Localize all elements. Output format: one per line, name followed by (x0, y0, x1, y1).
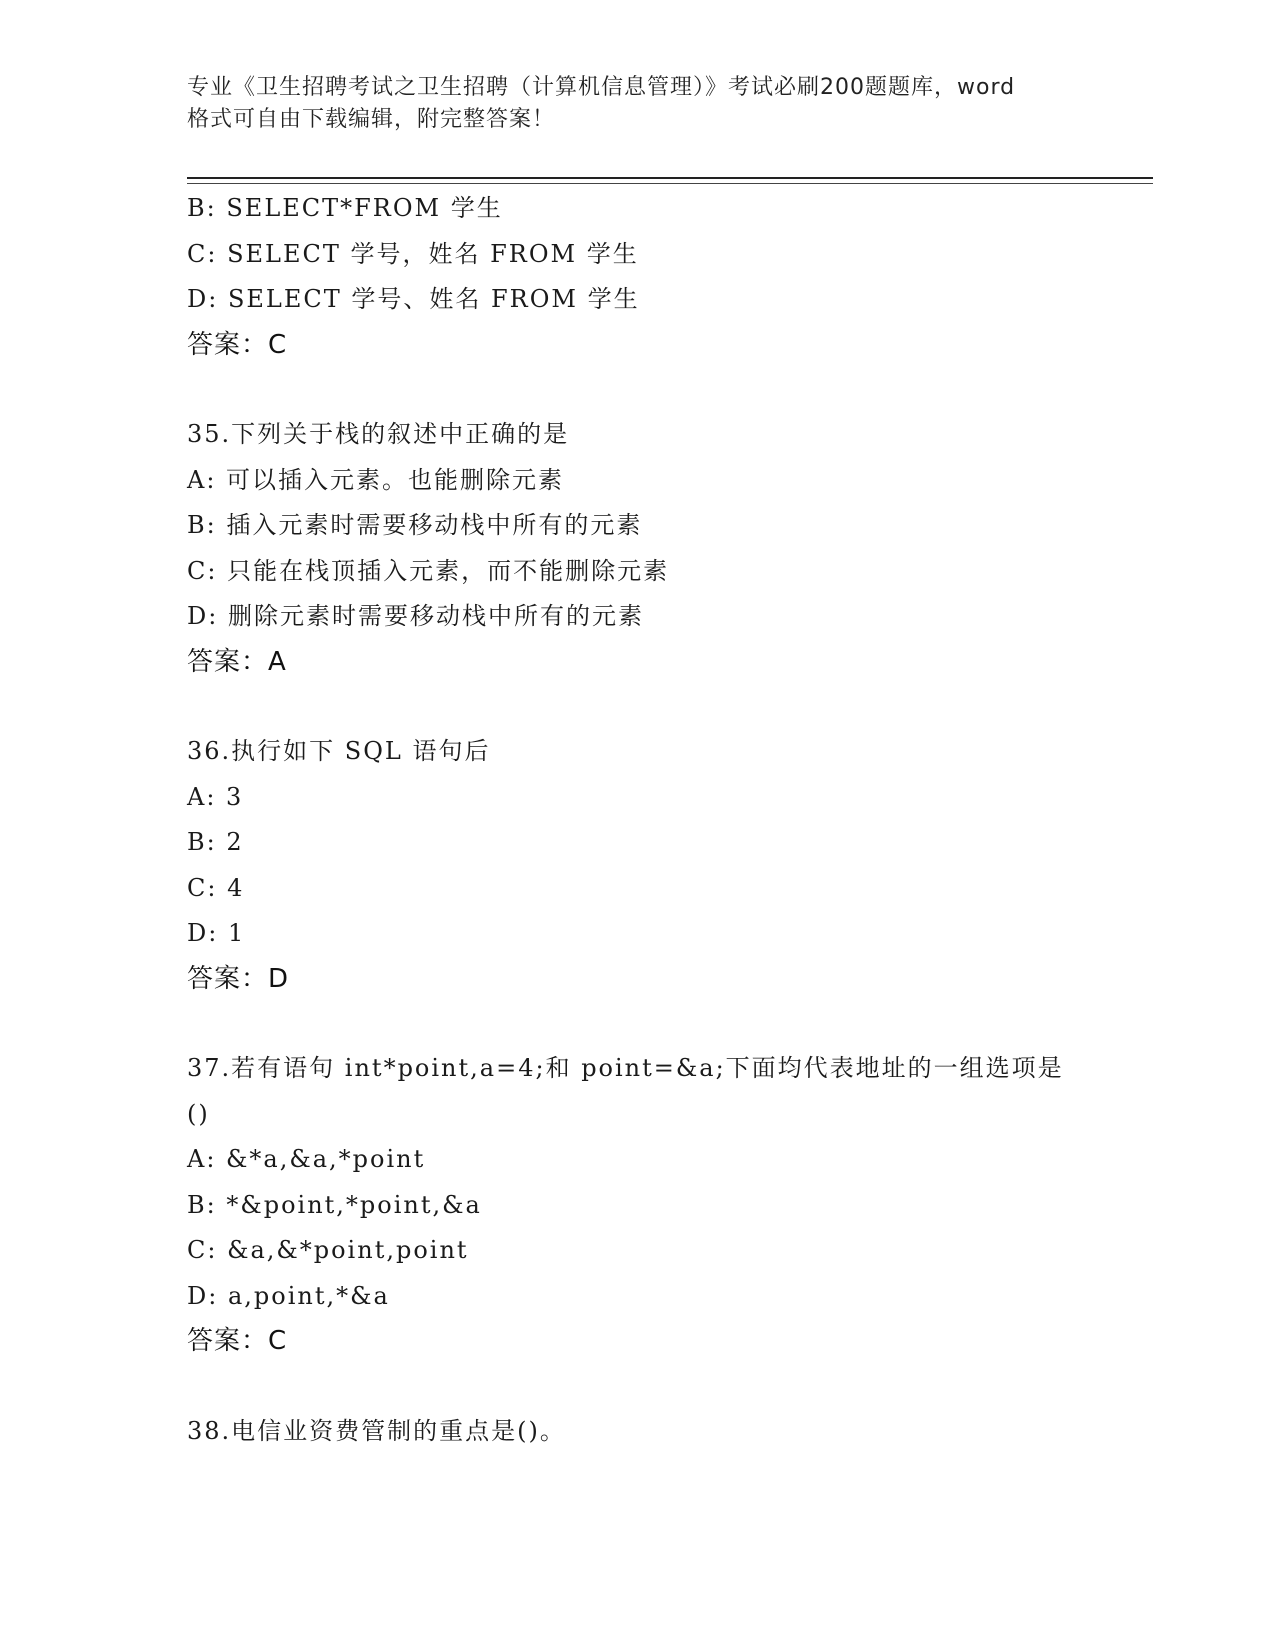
question-38 (187, 1409, 1087, 1455)
option-b: B: SELECT*FROM 学生 (187, 194, 503, 222)
question-text: 36.执行如下 SQL 语句后 (187, 737, 491, 765)
option-d: D: SELECT 学号、姓名 FROM 学生 (187, 285, 640, 313)
question-text: 38.电信业资费管制的重点是()。 (187, 1416, 566, 1445)
question-37 (187, 1046, 1087, 1365)
header-divider-thick (187, 177, 1153, 179)
option-a: A: 可以插入元素。也能删除元素 (187, 465, 565, 494)
option-c: C: SELECT 学号，姓名 FROM 学生 (187, 239, 639, 268)
option-c: C: 4 (187, 873, 245, 902)
option-c: C: &a,&*point,point (187, 1236, 469, 1264)
question-text: 37.若有语句 int*point,a=4;和 point=&a;下面均代表地址的一组选项是() (187, 1054, 1064, 1128)
option-a: A: &*a,&a,*point (187, 1145, 426, 1173)
answer: 答案：A (187, 646, 287, 677)
document-header (187, 72, 1087, 136)
question-list (187, 186, 1087, 1454)
option-d: D: a,point,*&a (187, 1281, 390, 1310)
header-divider-thin (187, 183, 1153, 184)
option-b: B: 插入元素时需要移动栈中所有的元素 (187, 511, 643, 539)
option-b: B: 2 (187, 828, 244, 856)
option-b: B: *&point,*point,&a (187, 1190, 482, 1219)
question-text: 35.下列关于栈的叙述中正确的是 (187, 420, 570, 448)
header-line-2: 格式可自由下载编辑，附完整答案！ (187, 107, 556, 132)
question-34 (187, 186, 1087, 368)
answer: 答案：C (187, 329, 288, 360)
question-36 (187, 729, 1087, 1002)
answer: 答案：D (187, 963, 290, 994)
option-d: D: 1 (187, 919, 246, 947)
header-line-1: 专业《卫生招聘考试之卫生招聘（计算机信息管理）》考试必刷200题题库，word (187, 75, 1016, 100)
option-c: C: 只能在栈顶插入元素，而不能删除元素 (187, 556, 670, 585)
question-35 (187, 412, 1087, 685)
answer: 答案：C (187, 1326, 288, 1356)
option-a: A: 3 (187, 782, 244, 811)
option-d: D: 删除元素时需要移动栈中所有的元素 (187, 602, 644, 630)
